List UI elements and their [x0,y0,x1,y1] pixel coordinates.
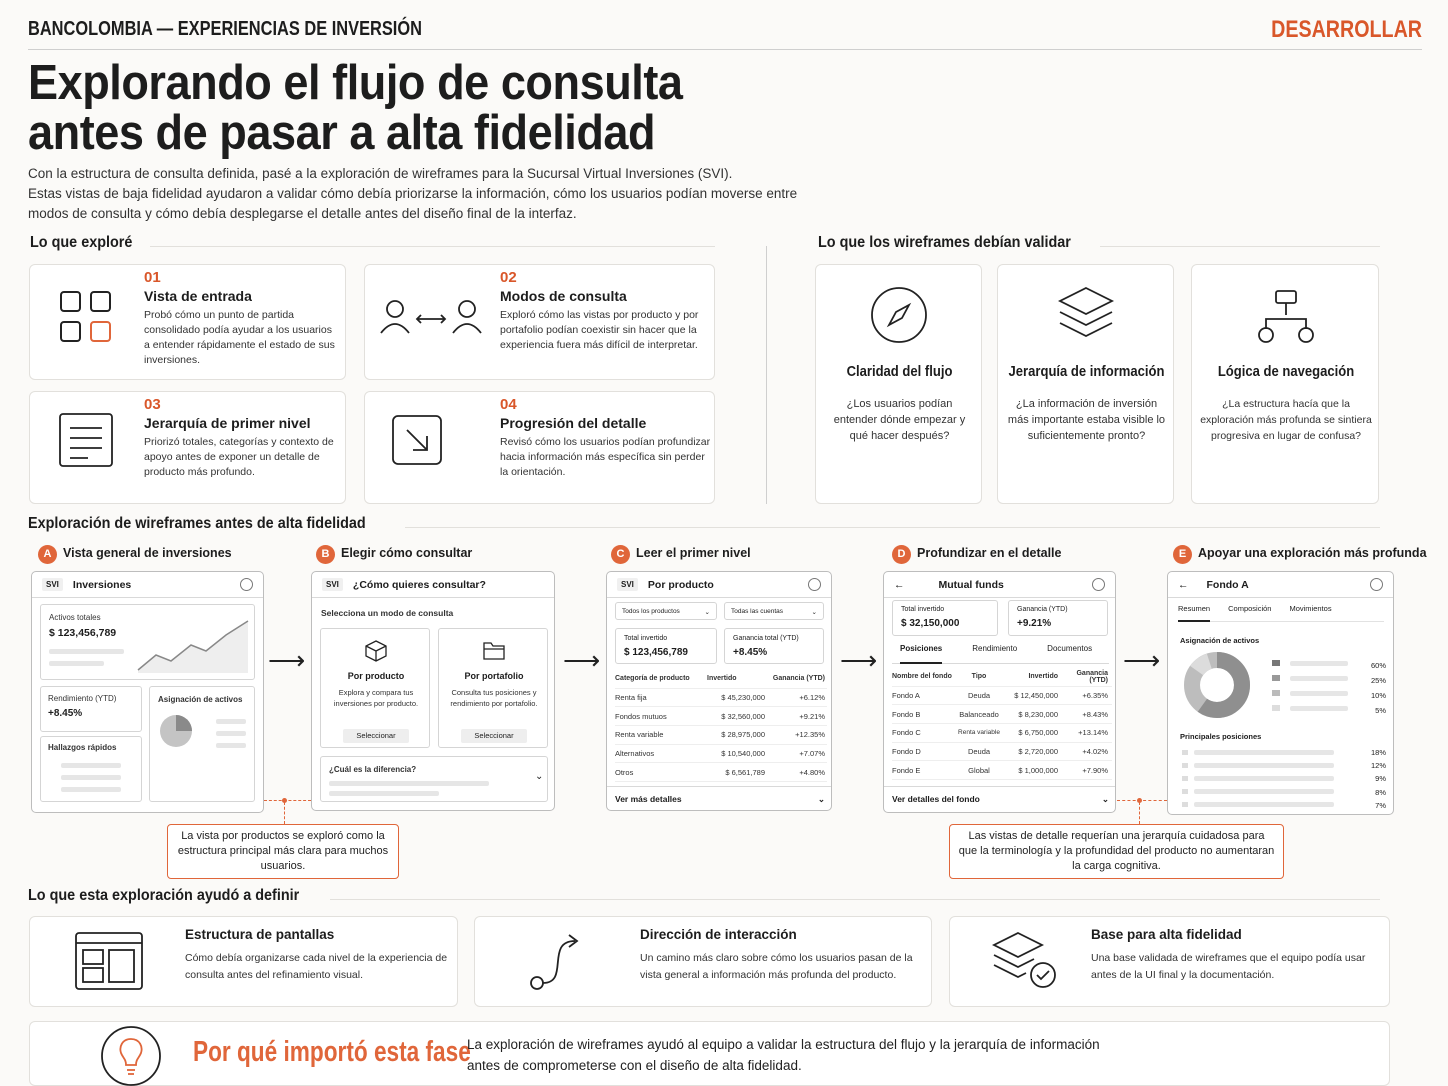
table-row[interactable]: Fondo A Deuda $ 12,450,000 +6.35% [892,687,1112,706]
tab-movements[interactable]: Movimientos [1289,604,1332,613]
profile-icon[interactable] [1370,578,1383,591]
step-badge: D [892,545,911,564]
wireframes-heading: Exploración de wireframes antes de alta fidelidad [28,515,366,532]
document-icon [58,412,114,468]
fund-table [892,668,1112,780]
frame-title: Inversiones [72,578,132,591]
gain-card [724,628,824,664]
wireframes-divider [405,527,1380,528]
sitemap-icon [1256,289,1316,345]
step-title: Vista general de inversiones [63,546,232,560]
annotation-note-1: La vista por productos se exploró como la estructura principal más clara para muchos usuarios. [167,824,399,879]
defined-card-3 [949,916,1390,1007]
step-a-label [38,545,232,564]
step-title: Profundizar en el detalle [917,546,1062,560]
option-product[interactable] [320,628,430,748]
explored-num: 04 [500,396,517,413]
alloc-label: Asignación de activos [158,695,243,704]
section-divider [766,246,767,504]
invested-label: Total invertido [901,606,945,613]
validate-card-3 [1191,264,1379,504]
defined-title: Estructura de pantallas [185,927,335,942]
svi-tag: SVI [322,578,343,591]
top-bar [28,14,1422,50]
option-desc: Explora y compara tus inversiones por producto. [333,688,419,708]
step-badge: E [1173,545,1192,564]
faq-label: ¿Cuál es la diferencia? [329,765,417,774]
defined-card-2 [474,916,932,1007]
tab-performance[interactable]: Rendimiento [972,644,1018,653]
category-table [615,670,827,782]
gain-label: Ganancia (YTD) [1017,606,1068,613]
frame-header [1168,572,1393,598]
tab-documents[interactable]: Documentos [1047,644,1093,653]
faq-accordion[interactable] [320,756,548,802]
tab-composition[interactable]: Composición [1228,604,1272,613]
explored-desc: Priorizó totales, categorías y contexto de apoyo antes de exponer un detalle de producto más profundo. [144,436,334,478]
explored-title: Modos de consulta [500,288,627,304]
positions-label: Principales posiciones [1180,732,1262,741]
step-title: Apoyar una exploración más profunda [1198,546,1427,560]
fund-details-link[interactable]: Ver detalles del fondo ⌄ [884,786,1116,813]
flow-arrow: ⟶ [268,645,306,675]
invested-card [892,600,998,636]
svi-tag: SVI [42,578,63,591]
table-row[interactable]: Fondo D Deuda $ 2,720,000 +4.02% [892,743,1112,762]
pie-chart [158,713,194,749]
phase-tag: DESARROLLAR [1271,16,1422,43]
why-desc: La exploración de wireframes ayudó al equipo a validar la estructura del flujo y la jerarquía de información antes de comprometerse con el diseño de alta fidelidad. [467,1037,1100,1073]
flow-arrow: ⟶ [1123,645,1161,675]
tab-summary[interactable]: Resumen [1178,604,1210,622]
layers-icon [1056,285,1116,347]
back-arrow-icon[interactable]: ← [894,578,905,591]
frame-title: ¿Cómo quieres consultar? [352,578,486,591]
defined-divider [330,899,1380,900]
gain-card [1008,600,1108,636]
invested-value: $ 32,150,000 [901,618,960,629]
explored-card-3 [29,391,346,504]
validate-title: Claridad del flujo [846,364,953,380]
validate-divider [1100,246,1380,247]
validate-card-2 [997,264,1174,504]
total-value: $ 123,456,789 [49,627,117,639]
annotation-note-2: Las vistas de detalle requerían una jerarquía cuidadosa para que la terminología y la profundidad del producto no aumentaran la carga cognitiva. [949,824,1284,879]
table-row[interactable]: Otros $ 6,561,789 +4.80% [615,763,827,782]
account-filter[interactable]: Todas las cuentas ⌄ [724,602,824,620]
grid-icon [58,289,116,347]
profile-icon[interactable] [1092,578,1105,591]
detail-tabs [892,644,1109,664]
more-details-link[interactable]: Ver más detalles ⌄ [607,786,832,811]
defined-desc: Una base validada de wireframes que el equipo podía usar antes de la UI final y la documentación. [1091,952,1366,981]
validate-heading: Lo que los wireframes debían validar [818,234,1071,251]
option-portfolio[interactable] [438,628,548,748]
path-icon [525,931,595,993]
product-filter[interactable]: Todos los productos ⌄ [615,602,717,620]
validate-card-1 [815,264,982,504]
page-title: Explorando el flujo de consulta antes de pasar a alta fidelidad [28,56,683,160]
step-title: Leer el primer nivel [636,546,751,560]
option-title: Por portafolio [464,671,524,681]
wireframe-a [31,571,264,813]
quick-card [40,736,142,802]
total-label: Activos totales [49,613,101,622]
defined-heading: Lo que esta exploración ayudó a definir [28,887,300,904]
tab-positions[interactable]: Posiciones [900,644,942,664]
frame-title: Por producto [647,578,714,591]
ytd-card [40,686,142,732]
wireframe-b [311,571,555,811]
table-row[interactable]: Fondo E Global $ 1,000,000 +7.90% [892,761,1112,780]
defined-card-1 [29,916,458,1007]
step-c-label [611,545,751,564]
step-e-label [1173,545,1427,564]
frame-title: Mutual funds [938,578,1004,591]
explored-desc: Exploró cómo las vistas por producto y por portafolio podían coexistir sin hacer que la experiencia fuera más difícil de interpretar. [500,309,699,351]
intro-text [28,164,828,224]
layout-icon [74,931,144,991]
box-icon [364,639,388,663]
alloc-label: Asignación de activos [1180,636,1260,645]
why-title: Por qué importó esta fase [193,1036,471,1068]
invested-label: Total invertido [624,635,668,642]
layers-check-icon [990,929,1060,993]
lightbulb-icon [100,1025,162,1086]
chevron-down-icon: ⌄ [535,771,544,782]
table-header: Nombre del fondo Tipo Invertido Ganancia (YTD) [892,668,1112,687]
explored-num: 01 [144,269,161,286]
gain-value: +9.21% [1017,618,1052,629]
donut-chart [1182,650,1252,720]
position-values: 18% 12% 9% 8% 7% [1370,748,1386,810]
step-badge: A [38,545,57,564]
flow-arrow: ⟶ [563,645,601,675]
quick-label: Hallazgos rápidos [48,743,117,752]
step-d-label [892,545,1061,564]
validate-desc: ¿La información de inversión más importante estaba visible lo suficientemente pronto? [1007,398,1166,442]
svi-tag: SVI [617,578,638,591]
arrow-down-right-icon [391,414,443,466]
total-card [40,604,255,680]
option-desc: Consulta tus posiciones y rendimiento por portafolio. [450,688,538,708]
wireframe-d [883,571,1116,813]
intro-line-1: Con la estructura de consulta definida, pasé a la exploración de wireframes para la Sucursal Virtual Inversiones (SVI). [28,166,733,181]
explored-card-2 [364,264,715,380]
step-badge: B [316,545,335,564]
explored-heading: Lo que exploré [30,234,133,251]
explored-title: Vista de entrada [144,288,252,304]
frame-header [884,572,1115,598]
step-badge: C [611,545,630,564]
back-arrow-icon[interactable]: ← [1178,578,1189,591]
select-button[interactable]: Seleccionar [461,729,527,743]
table-row[interactable]: Renta variable $ 28,975,000 +12.35% [615,726,827,745]
alloc-values: 60% 25% 10% 5% [1370,661,1386,715]
table-row[interactable]: Renta fija $ 45,230,000 +6.12% [615,689,827,708]
table-row[interactable]: Fondo B Balanceado $ 8,230,000 +8.43% [892,705,1112,724]
explored-title: Jerarquía de primer nivel [144,415,311,431]
step-b-label [316,545,472,564]
table-header: Categoría de producto Invertido Ganancia (YTD) [615,670,827,689]
gain-label: Ganancia total (YTD) [733,635,799,642]
option-title: Por producto [347,671,405,681]
validate-title: Jerarquía de información [1008,364,1165,380]
frame-header [312,572,554,598]
select-button[interactable]: Seleccionar [343,729,409,743]
flow-arrow: ⟶ [840,645,878,675]
explored-num: 02 [500,269,517,286]
users-switch-icon [377,297,487,337]
fund-tabs [1178,604,1384,622]
frame-header [607,572,831,598]
table-row[interactable]: Alternativos $ 10,540,000 +7.07% [615,745,827,764]
wireframe-c [606,571,832,811]
frame-header [32,572,263,598]
frame-title: Fondo A [1206,578,1249,591]
table-row[interactable]: Fondo C Renta variable $ 6,750,000 +13.14% [892,724,1112,743]
table-row[interactable]: Fondos mutuos $ 32,560,000 +9.21% [615,707,827,726]
explored-desc: Probó cómo un punto de partida consolidado podía ayudar a los usuarios a entender rápidamente el estado de sus inversiones. [144,309,335,366]
validate-desc: ¿La estructura hacía que la exploración más profunda se sintiera progresiva en lugar de confusa? [1200,398,1372,442]
invested-card [615,628,717,664]
alloc-card [149,686,255,802]
trend-chart [136,615,251,675]
why-banner [29,1021,1390,1086]
explored-desc: Revisó cómo los usuarios podían profundizar hacia información más específica sin perder la orientación. [500,436,711,478]
defined-desc: Un camino más claro sobre cómo los usuarios pasan de la vista general a información más profunda del producto. [640,952,913,981]
brand-label: BANCOLOMBIA — EXPERIENCIAS DE INVERSIÓN [28,18,422,40]
gain-value: +8.45% [733,647,768,658]
explored-card-4 [364,391,715,504]
explored-num: 03 [144,396,161,413]
intro-line-2: Estas vistas de baja fidelidad ayudaron a validar cómo debía priorizarse la información, cómo los usuarios podían moverse entre modos de consulta y cómo debía desplegarse el detalle antes del diseño final de la interfaz. [28,186,798,221]
mode-prompt: Selecciona un modo de consulta [321,608,454,618]
wireframe-e [1167,571,1394,815]
defined-title: Dirección de interacción [640,927,797,942]
ytd-label: Rendimiento (YTD) [48,694,117,703]
profile-icon[interactable] [808,578,821,591]
validate-title: Lógica de navegación [1217,364,1355,380]
folder-icon [482,639,506,661]
compass-icon [869,285,929,345]
step-title: Elegir cómo consultar [341,546,473,560]
explored-divider [150,246,715,247]
invested-value: $ 123,456,789 [624,647,688,658]
explored-card-1 [29,264,346,380]
defined-desc: Cómo debía organizarse cada nivel de la experiencia de consulta antes del refinamiento visual. [185,952,448,981]
explored-title: Progresión del detalle [500,415,647,431]
defined-title: Base para alta fidelidad [1091,927,1242,942]
profile-icon[interactable] [240,578,253,591]
ytd-value: +8.45% [48,708,83,719]
validate-desc: ¿Los usuarios podían entender dónde empezar y qué hacer después? [833,398,966,442]
